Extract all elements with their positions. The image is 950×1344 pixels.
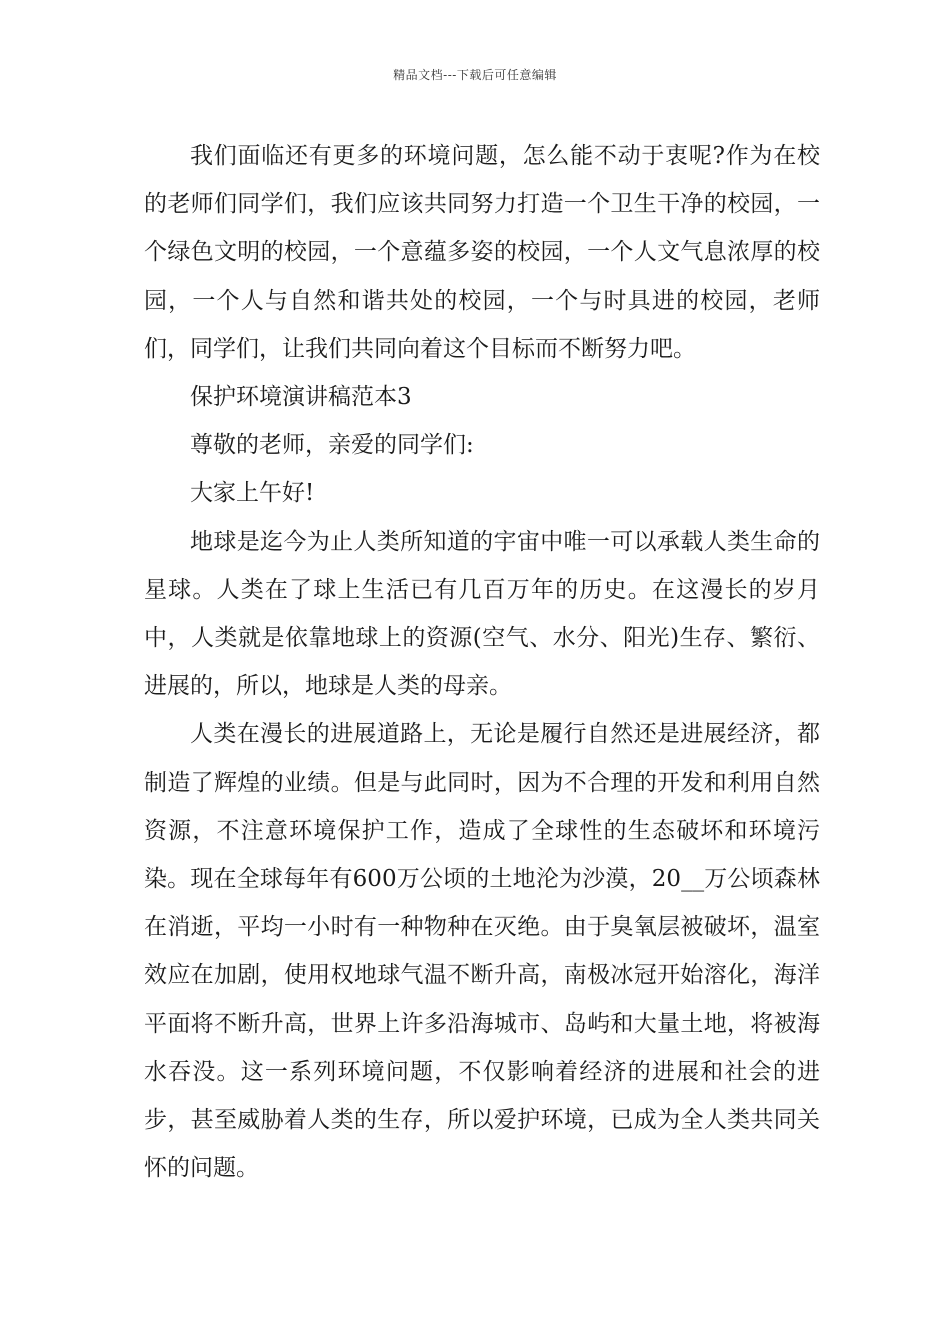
document-body: [144, 132, 820, 1192]
salutation: 尊敬的老师，亲爱的同学们:: [190, 432, 474, 459]
paragraph-environment-issues: 我们面临还有更多的环境问题，怎么能不动于衷呢?作为在校的老师们同学们，我们应该共同努力打造一个卫生干净的校园，一个绿色文明的校园，一个意蕴多姿的校园，一个人文气息浓厚的校园，一个人与自然和谐共处的校园，一个与时具进的校园，老师们，同学们，让我们共同向着这个目标而不断努力吧。: [144, 143, 820, 362]
greeting: 大家上午好!: [190, 480, 315, 507]
section-title: 保护环境演讲稿范本3: [190, 384, 412, 411]
page-header: 精品文档---下载后可任意编辑: [393, 68, 557, 82]
paragraph-development: 人类在漫长的进展道路上，无论是履行自然还是进展经济，都制造了辉煌的业绩。但是与此同时，因为不合理的开发和利用自然资源，不注意环境保护工作，造成了全球性的生态破坏和环境污染。现在全球每年有600万公顷的土地沦为沙漠，20__万公顷森林在消逝，平均一小时有一种物种在灭绝。由于臭氧层被破坏，温室效应在加剧，使用权地球气温不断升高，南极冰冠开始溶化，海洋平面将不断升高，世界上许多沿海城市、岛屿和大量土地，将被海水吞没。这一系列环境问题，不仅影响着经济的进展和社会的进步，甚至威胁着人类的生存，所以爱护环境，已成为全人类共同关怀的问题。: [144, 721, 820, 1182]
paragraph-earth: 地球是迄今为止人类所知道的宇宙中唯一可以承载人类生命的星球。人类在了球上生活已有几百万年的历史。在这漫长的岁月中，人类就是依靠地球上的资源(空气、水分、阳光)生存、繁衍、进展的，所以，地球是人类的母亲。: [144, 528, 820, 700]
